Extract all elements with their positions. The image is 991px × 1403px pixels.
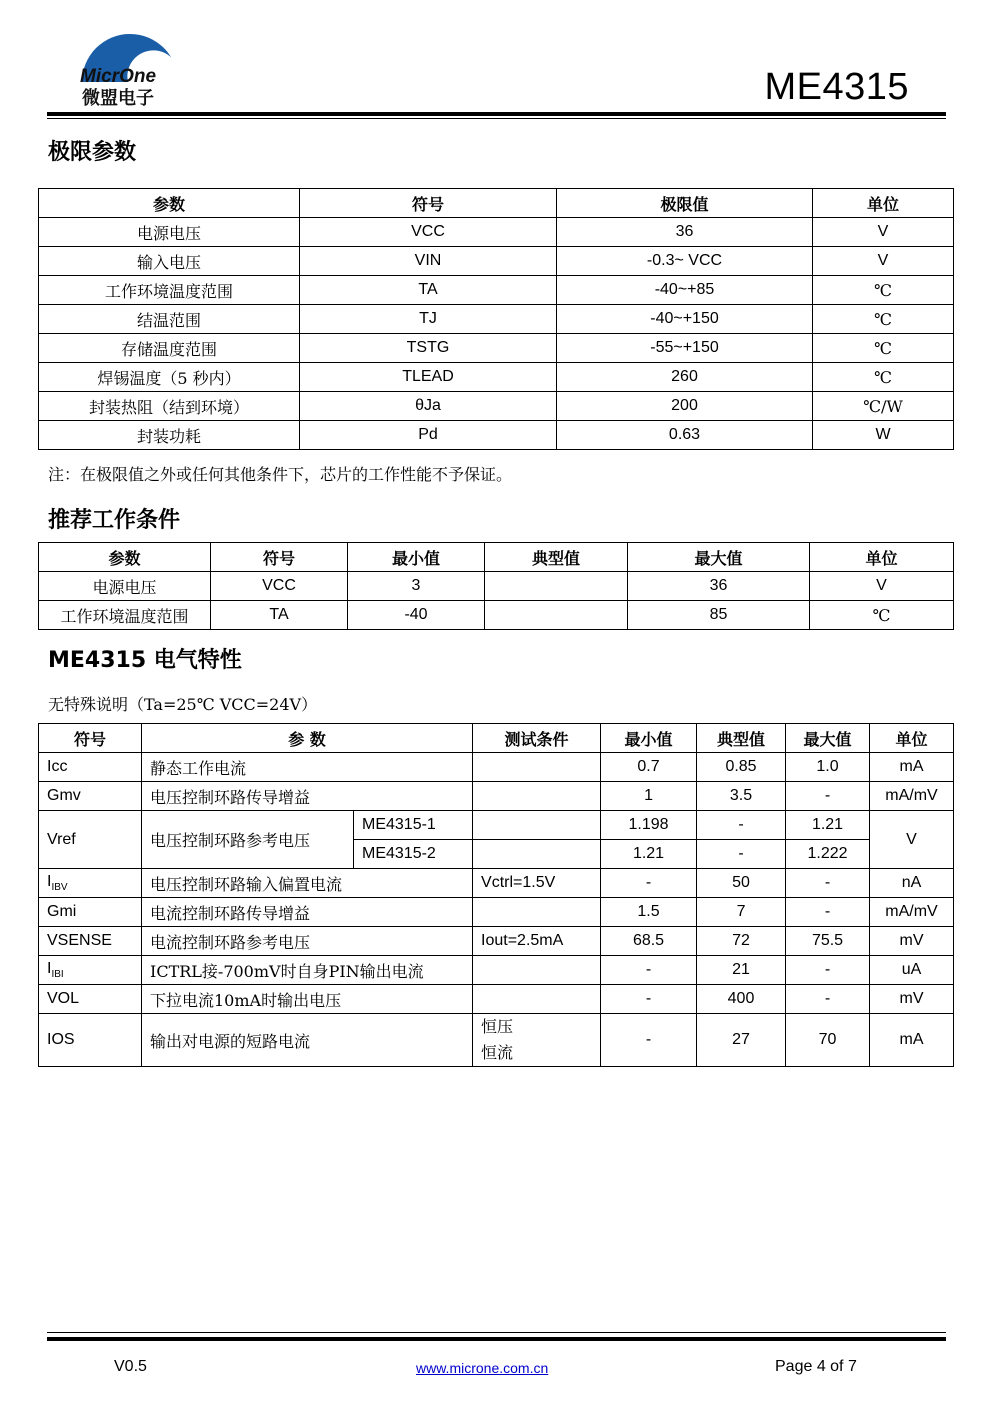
- elec-title: ME4315 电气特性: [48, 648, 242, 673]
- table-row: 电源电压 VCC 3 36 V: [39, 572, 954, 601]
- table-row: 结温范围 TJ -40~+150 ℃: [39, 305, 954, 334]
- col-header: 符号: [300, 189, 557, 218]
- table-row: Gmi 电流控制环路传导增益 1.5 7 - mA/mV: [39, 898, 954, 927]
- abs-max-table: [38, 188, 954, 450]
- table-row: $I_{IBV}$ 电压控制环路输入偏置电流 Vctrl=1.5V - 50 - nA: [39, 869, 954, 898]
- rec-op-title: 推荐工作条件: [48, 508, 181, 533]
- table-row: 封装功耗 Pd 0.63 W: [39, 421, 954, 450]
- abs-max-note: 注：在极限值之外或任何其他条件下，芯片的工作性能不予保证。: [48, 465, 513, 484]
- table-row: 工作环境温度范围 TA -40 85 ℃: [39, 601, 954, 630]
- table-row: 焊锡温度（5 秒内） TLEAD 260 ℃: [39, 363, 954, 392]
- table-header-row: 符号 参 数 测试条件 最小值 典型值 最大值 单位: [39, 724, 954, 753]
- table-row: 存储温度范围 TSTG -55~+150 ℃: [39, 334, 954, 363]
- document-title: ME4315: [764, 66, 909, 108]
- elec-table: [38, 723, 954, 1067]
- table-row: Gmv 电压控制环路传导增益 1 3.5 - mA/mV: [39, 782, 954, 811]
- page-number: Page 4 of 7: [775, 1358, 857, 1375]
- svg-text:微盟电子: 微盟电子: [82, 88, 154, 108]
- table-header-row: 参数 符号 最小值 典型值 最大值 单位: [39, 543, 954, 572]
- table-row: Vref 电压控制环路参考电压 ME4315-1 1.198 - 1.21 V: [39, 811, 954, 840]
- footer-rule-thin: [47, 1332, 946, 1333]
- table-header-row: [39, 189, 954, 218]
- header-rule: [47, 112, 946, 116]
- col-header: 单位: [813, 189, 954, 218]
- table-row: Icc 静态工作电流 0.7 0.85 1.0 mA: [39, 753, 954, 782]
- table-row: $I_{IBI}$ ICTRL接-700mV时自身PIN输出电流 - 21 - uA: [39, 956, 954, 985]
- microne-logo: [78, 20, 182, 108]
- table-row: 输入电压 VIN -0.3~ VCC V: [39, 247, 954, 276]
- footer-rule: [47, 1337, 946, 1341]
- rec-op-table: [38, 542, 954, 630]
- table-row: 封装热阻（结到环境） θJa 200 ℃/W: [39, 392, 954, 421]
- header-rule-thin: [47, 118, 946, 119]
- website-link[interactable]: www.microne.com.cn: [416, 1360, 549, 1376]
- col-header: 参数: [39, 189, 300, 218]
- table-row: VOL 下拉电流10mA时输出电压 - 400 - mV: [39, 985, 954, 1014]
- col-header: 极限值: [557, 189, 813, 218]
- table-row: IOS 输出对电源的短路电流 恒压 恒流 - 27 70 mA: [39, 1014, 954, 1067]
- abs-max-title: 极限参数: [48, 140, 137, 165]
- elec-condition: 无特殊说明（Ta=25℃ VCC=24V）: [48, 695, 318, 714]
- svg-text:MicrOne: MicrOne: [80, 66, 157, 87]
- version-label: V0.5: [114, 1358, 147, 1375]
- table-row: 电源电压 VCC 36 V: [39, 218, 954, 247]
- table-row: ME4315-2 1.21 - 1.222: [39, 840, 954, 869]
- table-row: 工作环境温度范围 TA -40~+85 ℃: [39, 276, 954, 305]
- table-row: VSENSE 电流控制环路参考电压 Iout=2.5mA 68.5 72 75.5 mV: [39, 927, 954, 956]
